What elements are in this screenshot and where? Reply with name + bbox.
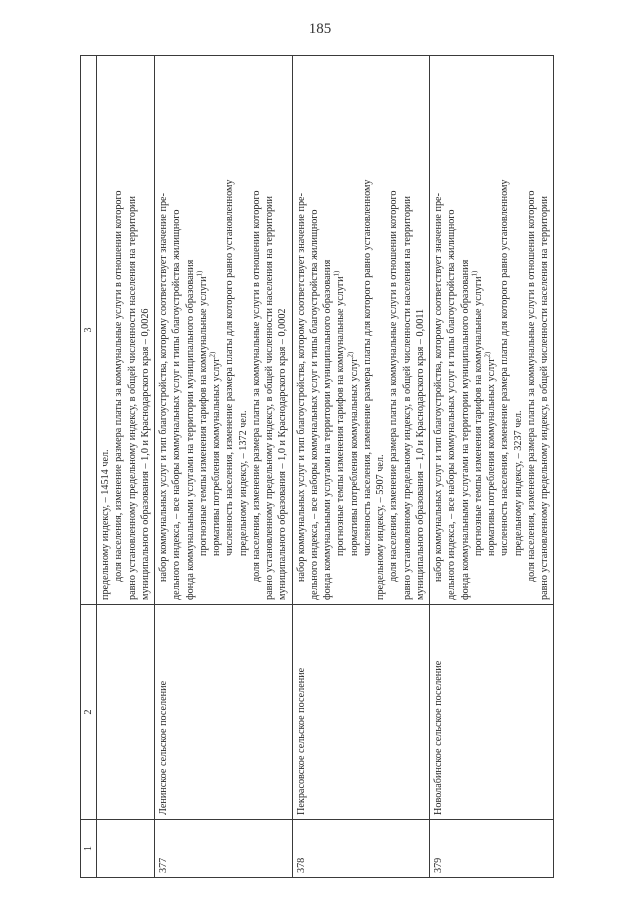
description-line-text: муниципального образования – 1,0 и Краснодарского края – 0,0011 [414, 308, 426, 600]
description-line-text: набор коммунальных услуг и тип благоустройства, которому соответствует значение пре- [433, 193, 444, 582]
description-line-text: нормативы потребления коммунальных услуг [486, 357, 497, 556]
continuation-line [112, 60, 125, 600]
description-line-text: предельному индексу, – 3237 чел. [512, 410, 524, 556]
description-line-text: численность населения, изменение размера платы для которого равно установленному [499, 179, 511, 556]
description-line [538, 60, 551, 600]
rotated-table-wrapper [80, 56, 564, 878]
continuation-line-text: равно установленному предельному индексу, в общей численности населения на территории [126, 196, 138, 600]
description-line-text: набор коммунальных услуг и тип благоустройства, которому соответствует значение пре- [158, 193, 169, 582]
description-line-text: предельному индексу, – 5907 чел. [375, 454, 386, 600]
description-line-text: равно установленному предельному индексу, в общей численности населения на территории [539, 196, 550, 600]
settlement-name-cell: Ленинское сельское поселение [155, 605, 293, 820]
description-line [525, 60, 538, 600]
continuation-line-text: доля населения, изменение размера платы за коммунальные услуги в отношении которого [113, 190, 125, 582]
description-line-text: доля населения, изменение размера платы за коммунальные услуги в отношении которого [250, 190, 262, 582]
description-line-text: численность населения, изменение размера платы для которого равно установленному [361, 179, 373, 556]
row-number-cell: 379 [430, 820, 554, 878]
description-line-text: доля населения, изменение размера платы за коммунальные услуги в отношении которого [388, 190, 400, 582]
table-row [155, 56, 293, 878]
description-cell [155, 56, 293, 605]
description-line [210, 60, 223, 600]
continuation-line-text: муниципального образования – 1,0 и Краснодарского края – 0,0026 [139, 308, 151, 600]
continuation-line [139, 60, 152, 600]
description-line [197, 60, 210, 600]
description-line-text: дельного индекса, – все наборы коммунальных услуг и типы благоустройства жилищного [446, 209, 458, 600]
description-line [432, 60, 445, 600]
description-line-text: прогнозные темпы изменения тарифов на коммунальные услуги [197, 276, 209, 556]
description-line [321, 60, 334, 600]
description-line-text: нормативы потребления коммунальных услуг [211, 357, 222, 556]
description-line [512, 60, 525, 600]
description-line [223, 60, 236, 600]
description-line [401, 60, 414, 600]
description-line [295, 60, 308, 600]
continuation-row [97, 56, 155, 878]
continuation-line-text: предельному индексу, – 14514 чел. [100, 449, 111, 600]
continuation-text-cell [97, 56, 155, 605]
description-line [498, 60, 511, 600]
description-line-text: прогнозные темпы изменения тарифов на коммунальные услуги [472, 276, 484, 556]
table-row [292, 56, 430, 878]
description-line-text: равно установленному предельному индексу, в общей численности населения на территории [264, 196, 275, 600]
description-line-text: фонда коммунальными услугами на территории муниципального образования [322, 259, 333, 600]
description-line [445, 60, 458, 600]
description-line [374, 60, 387, 600]
description-line-text: нормативы потребления коммунальных услуг [348, 357, 360, 556]
description-line [263, 60, 276, 600]
continuation-line [126, 60, 139, 600]
footnote-marker: 2) [208, 351, 217, 358]
continuation-line [99, 60, 112, 600]
description-line-text: фонда коммунальными услугами на территории муниципального образования [459, 259, 471, 600]
description-line [334, 60, 347, 600]
description-line [485, 60, 498, 600]
description-line [184, 60, 197, 600]
description-line [414, 60, 427, 600]
description-line [237, 60, 250, 600]
settlement-name-cell: Новолабинское сельское поселение [430, 605, 554, 820]
continuation-name-cell [97, 605, 155, 820]
description-line [308, 60, 321, 600]
description-line-text: муниципального образования – 1,0 и Краснодарского края – 0,0002 [277, 308, 289, 600]
description-line-text: фонда коммунальными услугами на территории муниципального образования [184, 259, 196, 600]
description-cell [292, 56, 430, 605]
description-line-text: дельного индекса, – все наборы коммунальных услуг и типы благоустройства жилищного [308, 209, 320, 600]
row-number-cell: 377 [155, 820, 293, 878]
description-line [459, 60, 472, 600]
table-body [97, 56, 554, 878]
table-row [430, 56, 554, 878]
description-line [170, 60, 183, 600]
description-line-text: доля населения, изменение размера платы за коммунальные услуги в отношении которого [525, 190, 537, 582]
description-line-text: равно установленному предельному индексу, в общей численности населения на территории [401, 196, 413, 600]
header-row [81, 56, 97, 878]
row-number-cell: 378 [292, 820, 430, 878]
description-line-text: прогнозные темпы изменения тарифов на коммунальные услуги [335, 276, 347, 556]
footnote-marker: 1) [195, 270, 204, 277]
header-col-2: 2 [81, 605, 97, 820]
description-line [250, 60, 263, 600]
description-line-text: дельного индекса, – все наборы коммунальных услуг и типы благоустройства жилищного [171, 209, 183, 600]
description-line [361, 60, 374, 600]
data-table [80, 55, 554, 878]
description-line [276, 60, 289, 600]
footnote-marker: 1) [470, 270, 479, 277]
page-number: 185 [308, 21, 332, 37]
description-line [348, 60, 361, 600]
header-col-3: 3 [81, 56, 97, 605]
description-cell [430, 56, 554, 605]
description-line-text: предельному индексу, – 1372 чел. [237, 410, 249, 556]
header-col-1: 1 [81, 820, 97, 878]
continuation-num-cell [97, 820, 155, 878]
description-line [472, 60, 485, 600]
description-line [157, 60, 170, 600]
footnote-marker: 2) [346, 351, 355, 358]
description-line [387, 60, 400, 600]
footnote-marker: 2) [483, 351, 492, 358]
description-line-text: численность населения, изменение размера платы для которого равно установленному [224, 179, 236, 556]
description-line-text: набор коммунальных услуг и тип благоустройства, которому соответствует значение пре- [295, 193, 307, 582]
footnote-marker: 1) [332, 270, 341, 277]
settlement-name-cell: Пекрасовское сельское поселение [292, 605, 430, 820]
